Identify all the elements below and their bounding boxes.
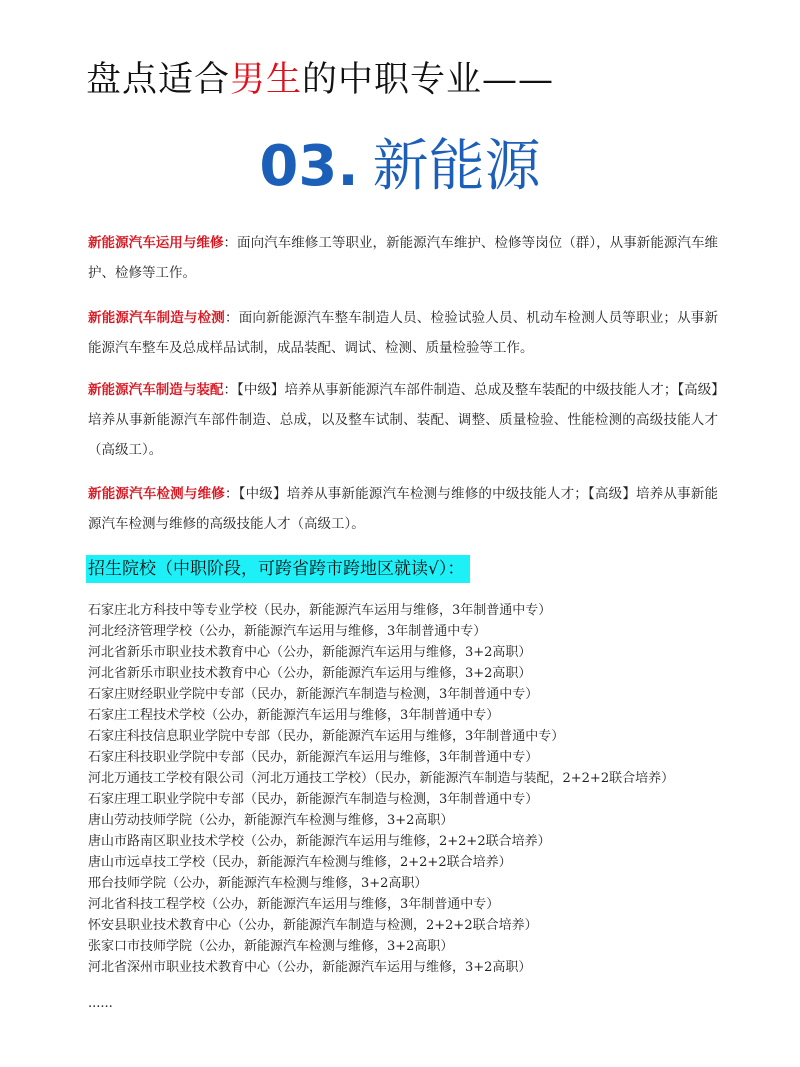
school-item: 河北经济管理学校（公办，新能源汽车运用与维修，3年制普通中专） (88, 624, 487, 639)
school-item: 河北省新乐市职业技术教育中心（公办，新能源汽车运用与维修，3+2高职） (88, 666, 532, 681)
major-desc: ：面向新能源汽车整车制造人员、检验试验人员、机动车检测人员等职业；从事新能源汽车整车及总成样品试制，成品装配、调试、检测、质量检验等工作。 (88, 310, 718, 356)
school-item: 唐山市远卓技工学校（民办，新能源汽车检测与维修，2+2+2联合培养） (88, 855, 512, 870)
school-item: 石家庄工程技术学校（公办，新能源汽车运用与维修，3年制普通中专） (88, 708, 500, 723)
page-title (86, 52, 554, 102)
section-number: 03. (259, 134, 359, 199)
school-item: 邢台技师学院（公办，新能源汽车检测与维修，3+2高职） (88, 876, 428, 891)
section-heading (0, 122, 800, 202)
title-highlight: 男生 (230, 60, 303, 100)
school-item: 河北万通技工学校有限公司（河北万通技工学校）（民办，新能源汽车制造与装配，2+2+2联合培养） (88, 771, 675, 786)
major-description (88, 303, 718, 363)
title-suffix: 的中职专业—— (302, 60, 555, 100)
major-name: 新能源汽车制造与检测 (88, 310, 225, 326)
major-desc: ：【中级】培养从事新能源汽车部件制造、总成及整车装配的中级技能人才；【高级】培养从事新能源汽车部件制造、总成，以及整车试制、装配、调整、质量检验、性能检测的高级技能人才（高级工）。 (88, 382, 719, 458)
school-item: 石家庄科技职业学院中专部（民办，新能源汽车运用与维修，3年制普通中专） (88, 750, 539, 765)
major-description (88, 228, 718, 288)
school-item: 怀安县职业技术教育中心（公办，新能源汽车制造与检测，2+2+2联合培养） (88, 918, 538, 933)
major-desc: ：面向汽车维修工等职业，新能源汽车维护、检修等岗位（群），从事新能源汽车维护、检修等工作。 (88, 235, 719, 281)
school-item: 石家庄科技信息职业学院中专部（民办，新能源汽车运用与维修，3年制普通中专） (88, 729, 565, 744)
title-prefix: 盘点适合 (86, 60, 231, 100)
school-item: 张家口市技师学院（公办，新能源汽车检测与维修，3+2高职） (88, 939, 454, 954)
school-item: 唐山市路南区职业技术学校（公办，新能源汽车运用与维修，2+2+2联合培养） (88, 834, 551, 849)
school-item: 河北省科技工程学校（公办，新能源汽车运用与维修，3年制普通中专） (88, 897, 500, 912)
school-list (88, 600, 674, 978)
school-item: 唐山劳动技师学院（公办，新能源汽车检测与维修，3+2高职） (88, 813, 454, 828)
major-description (88, 479, 718, 539)
school-item: 河北省深州市职业技术教育中心（公办，新能源汽车运用与维修，3+2高职） (88, 960, 532, 975)
school-item: 石家庄理工职业学院中专部（民办，新能源汽车制造与检测，3年制普通中专） (88, 792, 539, 807)
major-name: 新能源汽车制造与装配 (88, 382, 224, 398)
school-item: 石家庄财经职业学院中专部（民办，新能源汽车制造与检测，3年制普通中专） (88, 687, 539, 702)
school-item: 河北省新乐市职业技术教育中心（公办，新能源汽车运用与维修，3+2高职） (88, 645, 532, 660)
major-desc: ：【中级】培养从事新能源汽车检测与维修的中级技能人才；【高级】培养从事新能源汽车检测与维修的高级技能人才（高级工）。 (88, 486, 719, 532)
schools-heading: 招生院校（中职阶段，可跨省跨市跨地区就读√）： (86, 555, 470, 583)
school-item: 石家庄北方科技中等专业学校（民办，新能源汽车运用与维修，3年制普通中专） (88, 603, 552, 618)
section-title: 新能源 (372, 134, 541, 199)
major-name: 新能源汽车运用与维修 (88, 235, 224, 251)
major-description (88, 375, 718, 465)
major-name: 新能源汽车检测与维修 (88, 486, 225, 502)
ellipsis: ...... (88, 996, 113, 1011)
